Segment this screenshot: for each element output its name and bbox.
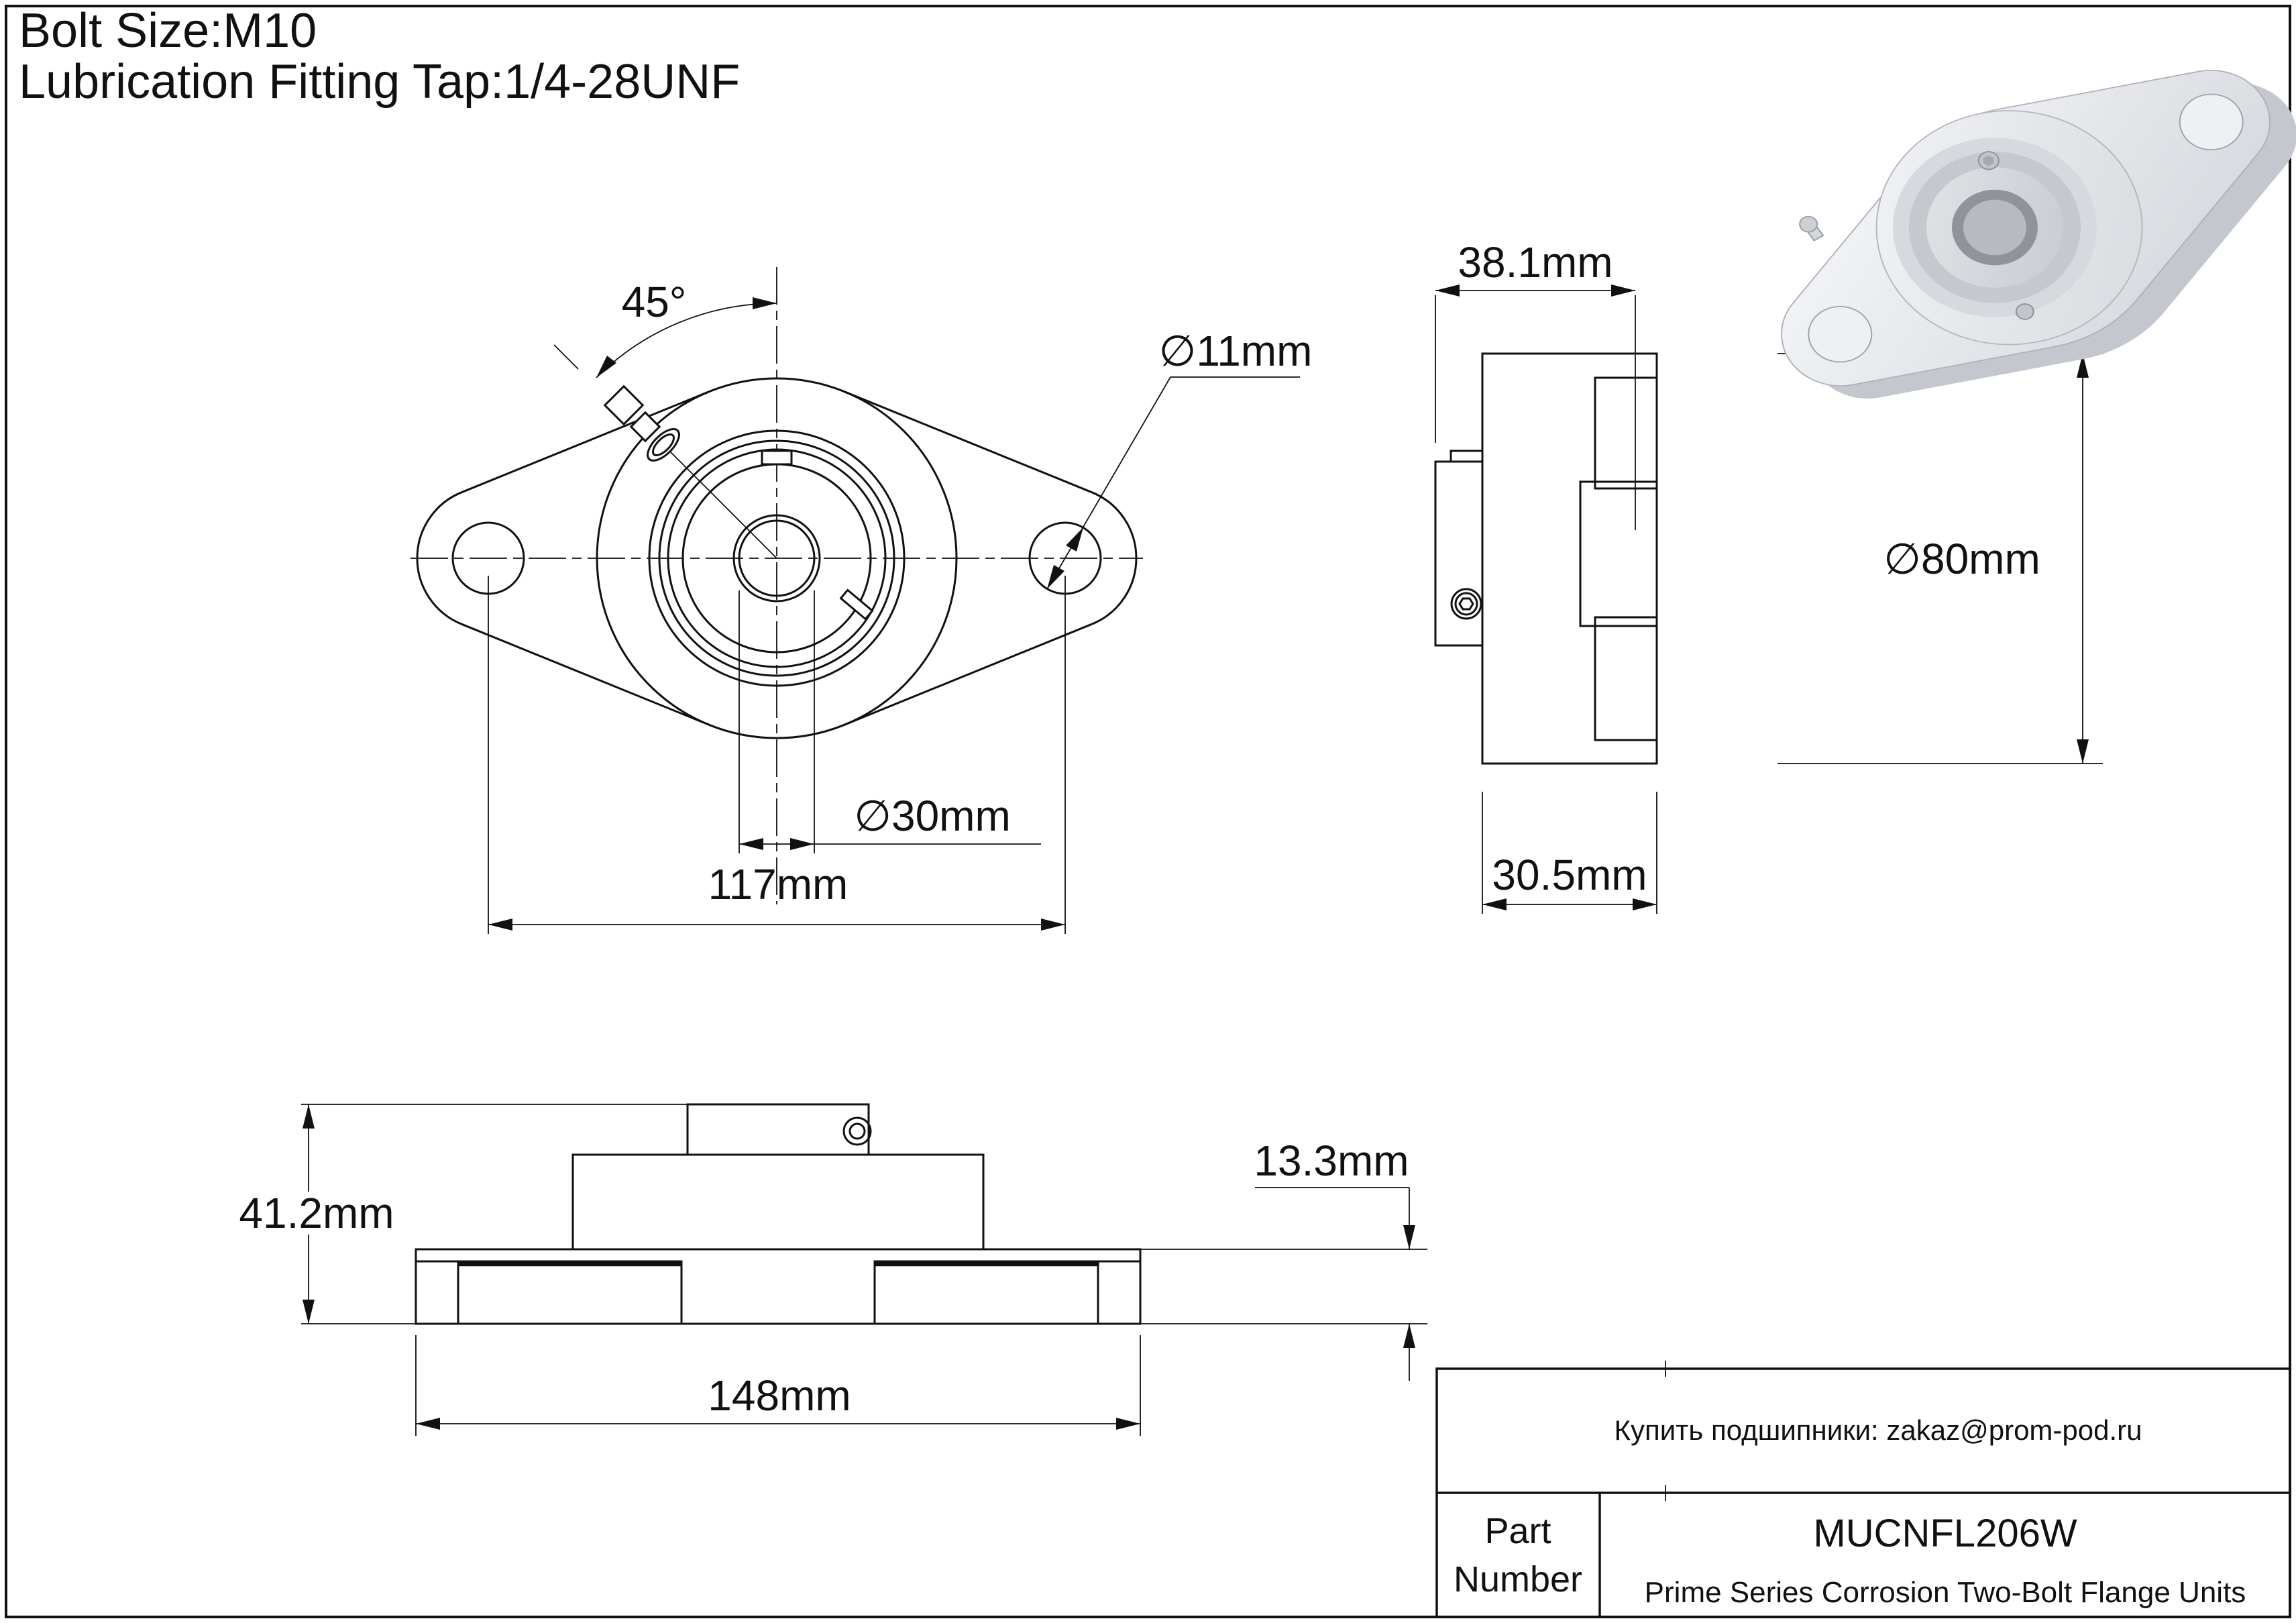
part-label-2: Number: [1453, 1559, 1583, 1600]
keyway: [762, 451, 791, 464]
part-label-1: Part: [1484, 1511, 1551, 1551]
dim-collar-width-text: 38.1mm: [1458, 238, 1613, 286]
dim-bolt-hole-text: ∅11mm: [1158, 327, 1313, 375]
dim-outer-dia-text: ∅80mm: [1883, 535, 2040, 583]
part-number: MUCNFL206W: [1813, 1512, 2077, 1555]
dim-angle-text: 45°: [621, 278, 687, 326]
dim-housing-depth-text: 30.5mm: [1492, 851, 1647, 899]
dim-bore-text: ∅30mm: [854, 792, 1011, 840]
note-bolt-size: Bolt Size:M10: [19, 4, 317, 58]
contact-text: Купить подшипники: zakaz@prom-pod.ru: [1614, 1414, 2142, 1446]
dim-spacing-text: 117mm: [708, 860, 849, 908]
note-lube-tap: Lubrication Fitting Tap:1/4-28UNF: [19, 55, 741, 109]
dim-total-height-text: 41.2mm: [239, 1189, 394, 1237]
dim-total-length-text: 148mm: [708, 1371, 851, 1420]
part-description: Prime Series Corrosion Two-Bolt Flange Units: [1644, 1576, 2246, 1609]
dim-flange-thickness-text: 13.3mm: [1254, 1137, 1409, 1185]
